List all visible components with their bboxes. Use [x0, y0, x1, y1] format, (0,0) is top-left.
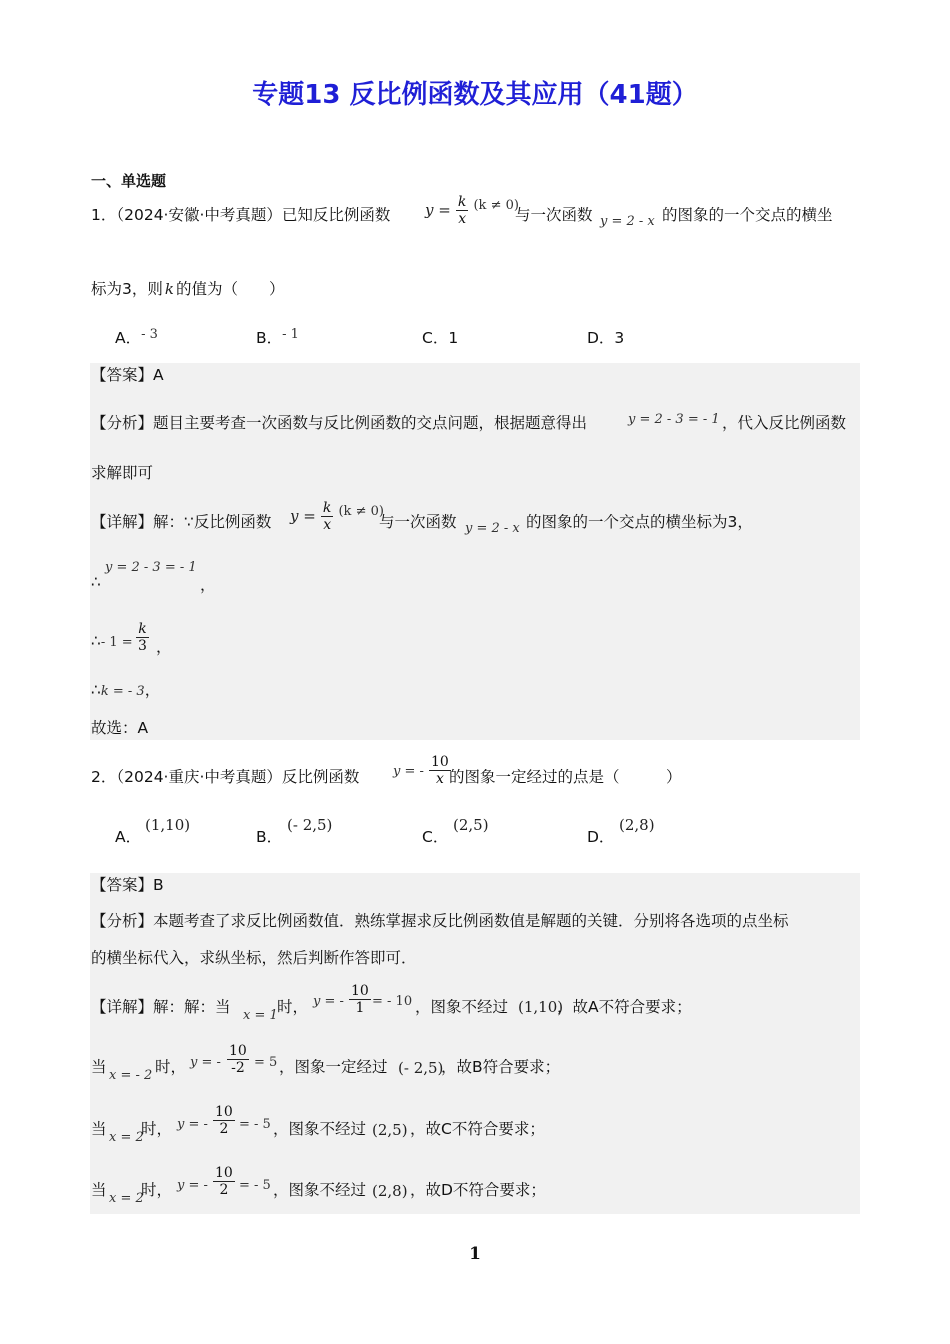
frac: [349, 983, 371, 1016]
q1-stem-e: 的值为（ ）: [175, 280, 285, 298]
option-math: - 1: [282, 327, 299, 342]
frac-num: 10: [229, 1043, 247, 1059]
frac-den: 2: [219, 1182, 229, 1199]
q2-r3-point: (2,5): [372, 1121, 408, 1139]
q2-detail-a: 【详解】解：解：当: [91, 998, 231, 1016]
q1-step3: [91, 683, 160, 699]
q1-stem-b: 与一次函数: [515, 206, 593, 224]
therefore-symbol: ∴: [91, 632, 101, 650]
q2-cond-xn2: x = - 2: [109, 1068, 153, 1083]
q2-when: 当: [91, 1181, 107, 1199]
comma: ，: [144, 681, 161, 699]
option-label: B．: [256, 329, 283, 347]
q2-y-eqneg: y = -: [190, 1055, 221, 1070]
math-y-eq: y =: [425, 201, 451, 220]
option-label: B．: [256, 828, 283, 846]
therefore-symbol: ∴: [91, 573, 101, 591]
q2-option-d: [587, 830, 614, 846]
frac-den: x: [323, 517, 332, 534]
q2-result-1: = - 10: [372, 994, 413, 1009]
fraction-10-over-neg2: [227, 1043, 249, 1076]
frac-num: k: [322, 500, 332, 516]
q2-analysis-line1: 【分析】本题考查了求反比例函数值．熟练掌握求反比例函数值是解题的关键．分别将各选项的点坐标: [91, 912, 789, 930]
q2-option-d-math: (2,8): [619, 816, 655, 834]
q1-stem-d: 标为3，则: [91, 280, 163, 298]
math-y-eqneg: y = -: [393, 764, 424, 780]
frac-num: k: [138, 621, 147, 637]
frac: [213, 1165, 235, 1198]
q2-stem-b: 的图象一定经过的点是（ ）: [449, 768, 682, 786]
math-neg1-eq: - 1 =: [100, 635, 133, 650]
option-label: C．: [422, 828, 449, 846]
frac: [136, 621, 149, 654]
q2-option-c: [422, 830, 448, 846]
q2-shi: 时，: [277, 998, 309, 1016]
option-label: A．: [115, 329, 142, 347]
section-heading: 一、单选题: [91, 172, 167, 190]
q1-option-a: [115, 327, 158, 347]
q2-r1b: ，故A不符合要求；: [557, 998, 692, 1016]
q2-option-b: [256, 830, 282, 846]
q1-option-b: [256, 327, 299, 347]
frac-num: 10: [431, 754, 449, 770]
q1-inverse-func: [425, 194, 519, 227]
frac-num: 10: [351, 983, 369, 999]
q2-when: 当: [91, 1120, 107, 1138]
q2-y-eqneg: y = -: [177, 1117, 208, 1132]
frac-den: x: [435, 771, 444, 788]
q2-stem-a: 2．（2024·重庆·中考真题）反比例函数: [91, 768, 360, 786]
page-number: 1: [469, 1244, 481, 1264]
q2-result-3: = - 5: [239, 1117, 271, 1132]
q2-option-a-math: (1,10): [145, 816, 191, 834]
comma: ，: [156, 638, 172, 656]
q1-option-d: D．3: [587, 329, 625, 347]
q2-cond-x2: x = 2: [109, 1130, 144, 1145]
frac-num: 10: [215, 1165, 233, 1181]
q1-linear-func: y = 2 - x: [600, 214, 655, 229]
frac-den: 1: [355, 1000, 365, 1017]
q2-r2: ，图象一定经过: [279, 1058, 388, 1076]
q2-result-2: = 5: [254, 1055, 278, 1070]
q1-detail-inverse: [290, 500, 384, 533]
q1-choice: 故选：A: [91, 719, 149, 737]
q2-r4b: ，故D不符合要求；: [410, 1181, 546, 1199]
math-k-ne0: (k ≠ 0): [473, 198, 519, 214]
fraction-10-over-2: [213, 1104, 235, 1137]
q1-analysis-line1: [91, 416, 587, 432]
fraction-k-over-x: [321, 500, 333, 533]
q1-step2: [91, 634, 133, 650]
frac: [213, 1104, 235, 1137]
q2-r2-point: (- 2,5): [398, 1059, 444, 1077]
q2-cond-x1: x = 1: [243, 1008, 278, 1023]
math-y-eq: y =: [290, 507, 316, 526]
q1-stem-line1: [91, 208, 390, 224]
q2-r3b: ，故C不符合要求；: [410, 1120, 545, 1138]
q1-option-c: C．1: [422, 329, 459, 347]
q2-r2b: ，故B符合要求；: [441, 1058, 561, 1076]
q2-r4-point: (2,8): [372, 1182, 408, 1200]
q2-y-eqneg: y = -: [177, 1178, 208, 1193]
q2-option-a: [115, 830, 141, 846]
frac-den: 3: [138, 638, 147, 655]
q2-inverse-func: [393, 754, 451, 787]
fraction-10-over-1: [349, 983, 371, 1016]
frac-den: 2: [219, 1121, 229, 1138]
math-k-ne0: (k ≠ 0): [338, 504, 384, 520]
fraction-10-over-x: [429, 754, 451, 787]
q1-detail-b: 与一次函数: [379, 513, 457, 531]
frac-den: x: [458, 211, 467, 228]
q1-stem-line2: [91, 282, 284, 298]
fraction-10-over-2: [213, 1165, 235, 1198]
q2-shi: 时，: [155, 1058, 187, 1076]
frac: [227, 1043, 249, 1076]
q2-r3: ，图象不经过: [273, 1120, 367, 1138]
q1-analysis-b: ，代入反比例函数: [722, 414, 847, 432]
fraction-k-over-3: [136, 621, 149, 654]
q2-result-4: = - 5: [239, 1178, 271, 1193]
q2-answer: 【答案】B: [91, 876, 164, 894]
q1-analysis-a: 【分析】题目主要考查一次函数与反比例函数的交点问题，根据题意得出: [91, 414, 588, 432]
q1-detail-linear: y = 2 - x: [465, 521, 520, 536]
therefore-symbol: ∴: [91, 681, 101, 699]
frac-num: k: [457, 194, 467, 210]
fraction-k-over-x: [456, 194, 468, 227]
option-label: D．: [587, 828, 615, 846]
q2-r4: ，图象不经过: [273, 1181, 367, 1199]
q1-stem-text: 1．（2024·安徽·中考真题）已知反比例函数: [91, 206, 391, 224]
option-label: A．: [115, 828, 142, 846]
q2-option-b-math: (- 2,5): [287, 816, 333, 834]
q2-shi: 时，: [141, 1120, 173, 1138]
q1-detail-c: 的图象的一个交点的横坐标为3，: [526, 513, 753, 531]
q2-r1: ，图象不经过: [415, 998, 509, 1016]
q2-r1-point: (1,10): [518, 998, 564, 1016]
q2-option-c-math: (2,5): [453, 816, 489, 834]
option-math: - 3: [141, 327, 158, 342]
q1-analysis-c: 求解即可: [91, 464, 154, 482]
q2-cond-x2: x = 2: [109, 1191, 144, 1206]
q2-when: 当: [91, 1058, 107, 1076]
document-title: 专题13 反比例函数及其应用（41题）: [252, 80, 698, 110]
comma: ，: [200, 576, 216, 594]
q1-detail-a: 【详解】解：∵反比例函数: [91, 513, 272, 531]
q2-y-eqneg: y = -: [313, 994, 344, 1009]
q1-stem-c: 的图象的一个交点的横坐: [662, 206, 833, 224]
q2-shi: 时，: [141, 1181, 173, 1199]
frac-den: -2: [231, 1060, 245, 1077]
math-k: k: [164, 280, 174, 298]
q1-step1: y = 2 - 3 = - 1: [105, 560, 197, 575]
math-k-eq: k = - 3: [100, 684, 145, 699]
q1-answer: 【答案】A: [91, 366, 164, 384]
q2-analysis-line2: 的横坐标代入，求纵坐标，然后判断作答即可．: [91, 949, 417, 967]
q1-analysis-math: y = 2 - 3 = - 1: [628, 412, 720, 427]
frac-num: 10: [215, 1104, 233, 1120]
